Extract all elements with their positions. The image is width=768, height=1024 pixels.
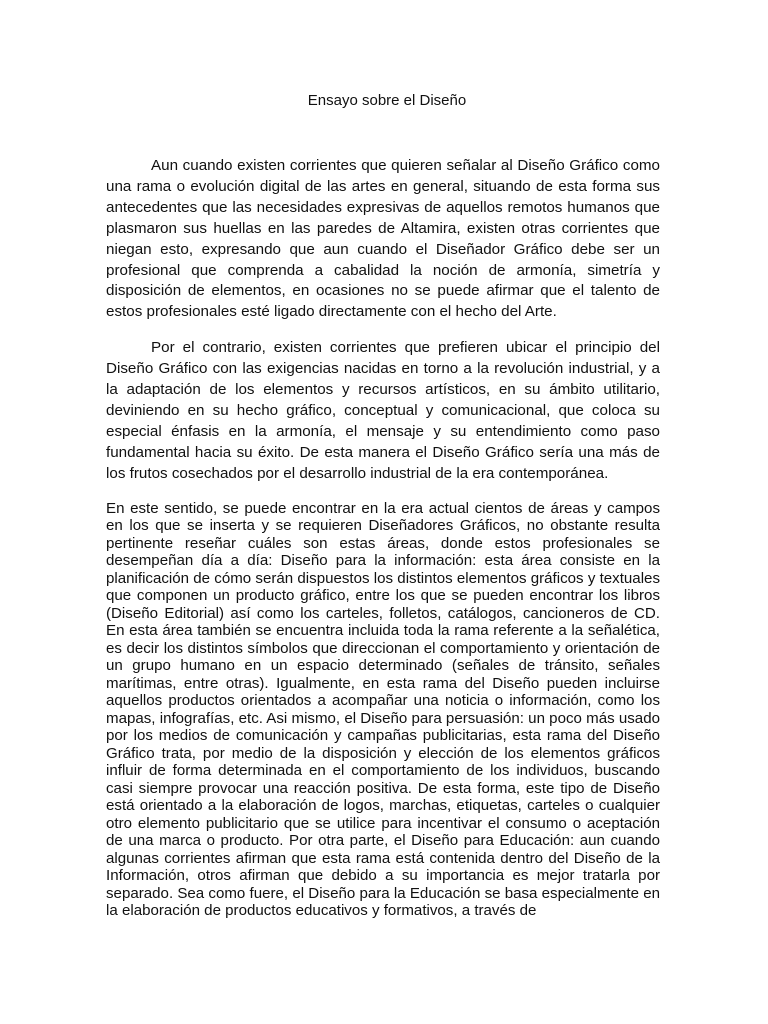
paragraph-3: En este sentido, se puede encontrar en la era actual cientos de áreas y campos en los que se inserta y se requieren Diseñadores Gráficos, no obstante resulta pertinente reseñar cuáles son estas áreas, donde estos profesionales se desempeñan día a día: Diseño para la información: esta área consiste en la planificación de cómo serán dispuestos los distintos elementos gráficos y textuales que componen un producto gráfico, entre los que se pueden encontrar los libros (Diseño Editorial) así como los carteles, folletos, catálogos, cancioneros de CD. En esta área también se encuentra incluida toda la rama referente a la señalética, es decir los distintos símbolos que direccionan el comportamiento y orientación de un grupo humano en un espacio determinado (señales de tránsito, señales marítimas, entre otras). Igualmente, en esta rama del Diseño pueden incluirse aquellos productos orientados a acompañar una noticia o información, como los mapas, infografías, etc. Asi mismo, el Diseño para persuasión: un poco más usado por los medios de comunicación y campañas publicitarias, esta rama del Diseño Gráfico trata, por medio de la disposición y elección de los elementos gráficos influir de forma determinada en el comportamiento de los individuos, buscando casi siempre provocar una reacción positiva. De esta forma, este tipo de Diseño está orientado a la elaboración de logos, marchas, etiquetas, carteles o cualquier otro elemento publicitario que se utilice para incentivar el consumo o aceptación de una marca o producto. Por otra parte, el Diseño para Educación: aun cuando algunas corrientes afirman que esta rama está contenida dentro del Diseño de la Información, otros afirman que debido a su importancia es mejor tratarla por separado. Sea como fuere, el Diseño para la Educación se basa especialmente en la elaboración de productos educativos y formativos, a través de <box>106 499 660 920</box>
document-title: Ensayo sobre el Diseño <box>307 92 467 109</box>
paragraph-2: Por el contrario, existen corrientes que prefieren ubicar el principio del Diseño Gráfico con las exigencias nacidas en torno a la revolución industrial, y a la adaptación de los elementos y recursos artísticos, en su ámbito utilitario, deviniendo en su hecho gráfico, conceptual y comunicacional, que coloca su especial énfasis en la armonía, el mensaje y su entendimiento como paso fundamental hacia su éxito. De esta manera el Diseño Gráfico sería una más de los frutos cosechados por el desarrollo industrial de la era contemporánea. <box>106 339 660 482</box>
paragraph-1: Aun cuando existen corrientes que quieren señalar al Diseño Gráfico como una rama o evolución digital de las artes en general, situando de esta forma sus antecedentes que las necesidades expresivas de aquellos remotos humanos que plasmaron sus huellas en las paredes de Altamira, existen otras corrientes que niegan esto, expresando que aun cuando el Diseñador Gráfico debe ser un profesional que comprenda a cabalidad la noción de armonía, simetría y disposición de elementos, en ocasiones no se puede afirmar que el talento de estos profesionales esté ligado directamente con el hecho del Arte. <box>106 157 660 321</box>
